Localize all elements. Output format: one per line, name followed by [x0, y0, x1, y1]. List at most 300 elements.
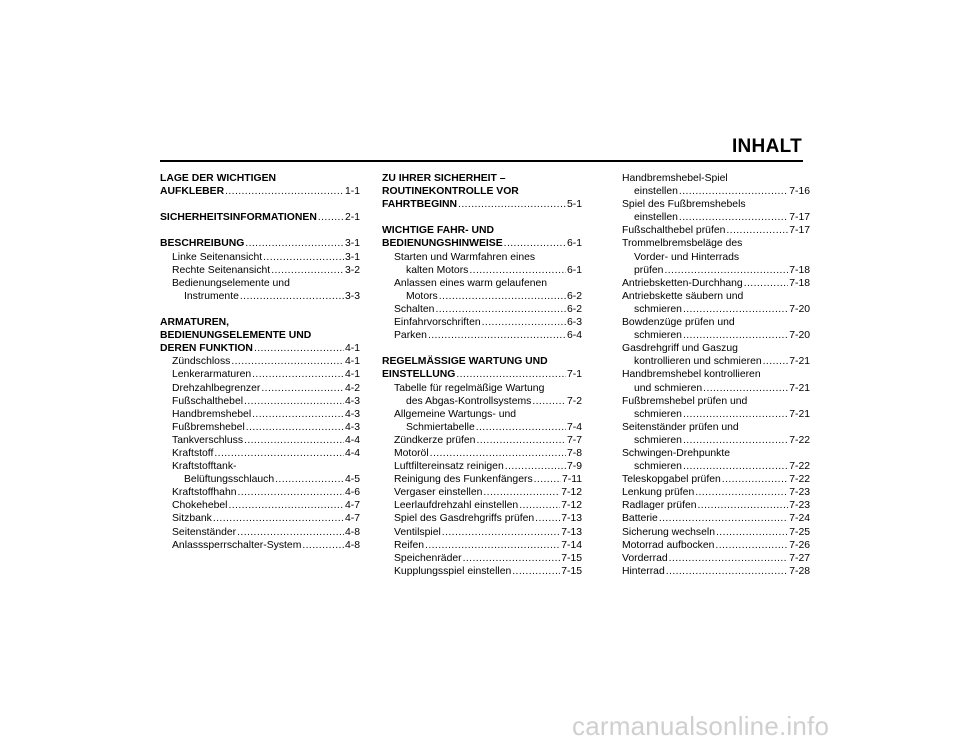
toc-entry-line: [610, 264, 810, 277]
toc-entry-title: Spiel des Gasdrehgriffs prüfen: [394, 513, 535, 525]
toc-entry-title: BESCHREIBUNG: [160, 238, 245, 250]
toc-entry-line: [160, 499, 360, 512]
toc-entry-line: [160, 211, 360, 224]
toc-entry[interactable]: [610, 486, 810, 499]
toc-entry[interactable]: [160, 499, 360, 512]
toc-column-1: [160, 172, 360, 552]
dot-leader: [679, 211, 788, 224]
dot-leader: [237, 526, 344, 539]
toc-page-number: 7-22: [789, 434, 810, 446]
toc-entry-line: [160, 434, 360, 447]
toc-entry[interactable]: [160, 237, 360, 250]
toc-entry[interactable]: [382, 251, 582, 277]
toc-page-number: 3-3: [344, 290, 360, 302]
toc-entry-line: [160, 486, 360, 499]
dot-leader: [244, 395, 344, 408]
toc-entry[interactable]: [610, 198, 810, 224]
toc-entry-line: [382, 486, 582, 499]
toc-page-number: 7-11: [561, 474, 582, 486]
toc-entry-title: Trommelbremsbeläge des: [622, 238, 743, 250]
toc-entry-line: [160, 342, 360, 355]
toc-page-number: 7-23: [789, 487, 810, 499]
toc-entry-line: [160, 382, 360, 395]
toc-entry-line: [382, 473, 582, 486]
toc-page-number: 7-27: [789, 552, 810, 564]
toc-entry[interactable]: [382, 277, 582, 303]
toc-entry[interactable]: [382, 539, 582, 552]
toc-page-number: 4-3: [344, 421, 360, 433]
toc-entry-title: WICHTIGE FAHR- UND: [382, 225, 494, 237]
toc-entry[interactable]: [610, 342, 810, 368]
toc-entry-title: DEREN FUNKTION: [160, 343, 253, 355]
toc-entry[interactable]: [160, 512, 360, 525]
toc-entry-title: Tabelle für regelmäßige Wartung: [394, 382, 545, 394]
dot-leader: [238, 486, 344, 499]
toc-entry-title: Einfahrvorschriften: [394, 317, 481, 329]
toc-entry-title: Antriebskette säubern und: [622, 290, 744, 302]
dot-leader: [458, 198, 566, 211]
toc-entry-title: Belüftungsschlauch: [184, 474, 275, 486]
dot-leader: [275, 473, 344, 486]
toc-entry-title: Luftfiltereinsatz reinigen: [394, 461, 504, 473]
toc-entry-line: [160, 512, 360, 525]
watermark: carmanualsonline.info: [572, 711, 830, 741]
toc-entry[interactable]: [610, 565, 810, 578]
toc-entry[interactable]: [160, 211, 360, 224]
toc-entry-title: Speichenräder: [394, 552, 462, 564]
toc-entry-title: Schmiertabelle: [406, 421, 475, 433]
toc-entry-title: Motorrad aufbocken: [622, 539, 715, 551]
dot-leader: [261, 382, 344, 395]
dot-leader: [715, 539, 788, 552]
toc-entry-title: prüfen: [634, 264, 664, 276]
toc-entry-line: [610, 355, 810, 368]
toc-entry-title: ARMATUREN,: [160, 317, 230, 329]
dot-leader: [683, 460, 788, 473]
toc-page-number: 4-1: [344, 356, 360, 368]
toc-entry[interactable]: [382, 408, 582, 434]
toc-entry[interactable]: [610, 447, 810, 473]
toc-entry-line: [160, 368, 360, 381]
section-gap: [160, 198, 360, 211]
toc-entry[interactable]: [610, 421, 810, 447]
toc-entry-title: Anlasssperrschalter-System: [172, 539, 302, 551]
toc-page-number: 7-9: [566, 461, 582, 473]
dot-leader: [425, 539, 560, 552]
page-title: INHALT: [731, 136, 802, 157]
toc-entry[interactable]: [160, 316, 360, 355]
toc-page-number: 4-8: [344, 526, 360, 538]
toc-entry-line: [382, 421, 582, 434]
toc-page-number: 6-3: [566, 317, 582, 329]
toc-entry-title: Motors: [406, 290, 438, 302]
toc-page-number: 3-1: [344, 238, 360, 250]
toc-entry-line: [382, 512, 582, 525]
toc-entry-line: [382, 460, 582, 473]
toc-page-number: 7-12: [561, 500, 582, 512]
toc-entry[interactable]: [382, 460, 582, 473]
toc-entry-title: Zündschloss: [172, 356, 231, 368]
toc-page-number: 7-17: [789, 225, 810, 237]
toc-page-number: 7-22: [789, 474, 810, 486]
toc-page-number: 6-2: [566, 290, 582, 302]
toc-page-number: 7-24: [789, 513, 810, 525]
toc-page-number: 4-1: [344, 343, 360, 355]
toc-entry[interactable]: [382, 382, 582, 408]
toc-page-number: 4-2: [344, 382, 360, 394]
dot-leader: [228, 499, 344, 512]
toc-entry-line: [610, 526, 810, 539]
toc-entry-title: Handbremshebel-Spiel: [622, 173, 728, 184]
toc-entry[interactable]: [160, 251, 360, 264]
toc-entry-title: Ventilspiel: [394, 526, 441, 538]
toc-entry-title: Vorderrad: [622, 552, 668, 564]
toc-entry-line: [382, 434, 582, 447]
dot-leader: [695, 486, 788, 499]
dot-leader: [252, 368, 344, 381]
section-gap: [382, 342, 582, 355]
toc-page-number: 6-4: [566, 330, 582, 342]
toc-entry-title: Reifen: [394, 539, 425, 551]
toc-entry[interactable]: [382, 316, 582, 329]
toc-page-number: 1-1: [344, 186, 360, 198]
toc-page-number: 7-17: [789, 212, 810, 224]
toc-entry-title: Schwingen-Drehpunkte: [622, 447, 731, 459]
toc-entry-line: [610, 552, 810, 565]
dot-leader: [703, 382, 788, 395]
toc-entry-line: [382, 198, 582, 211]
toc-entry-line: [610, 512, 810, 525]
toc-entry-line: [382, 395, 582, 408]
toc-page-number: 7-25: [789, 526, 810, 538]
toc-entry-title: schmieren: [634, 434, 682, 446]
toc-entry-title: kontrollieren und schmieren: [634, 356, 762, 368]
toc-entry-line: [610, 329, 810, 342]
toc-entry-title: kalten Motors: [406, 264, 469, 276]
toc-page-number: 7-4: [566, 421, 582, 433]
toc-page-number: 7-23: [789, 500, 810, 512]
dot-leader: [482, 316, 566, 329]
dot-leader: [683, 434, 788, 447]
toc-entry-title: Kraftstoffhahn: [172, 487, 237, 499]
toc-page-number: 4-8: [344, 539, 360, 551]
toc-entry[interactable]: [610, 368, 810, 394]
toc-entry-line: [160, 473, 360, 486]
dot-leader: [483, 486, 560, 499]
toc-entry[interactable]: [382, 565, 582, 578]
toc-entry-title: des Abgas-Kontrollsystems: [406, 395, 532, 407]
toc-entry[interactable]: [160, 355, 360, 368]
toc-entry-title: Lenkerarmaturen: [172, 369, 252, 381]
toc-entry-title: Seitenständer: [172, 526, 237, 538]
toc-page-number: 5-1: [566, 199, 582, 211]
dot-leader: [519, 499, 560, 512]
toc-entry[interactable]: [160, 539, 360, 552]
dot-leader: [763, 355, 789, 368]
toc-entry[interactable]: [610, 552, 810, 565]
toc-page-number: 7-18: [789, 264, 810, 276]
toc-entry-line: [160, 251, 360, 264]
toc-entry[interactable]: [610, 172, 810, 198]
toc-entry-line: [382, 290, 582, 303]
toc-page-number: 7-13: [561, 513, 582, 525]
toc-page-number: 4-7: [344, 513, 360, 525]
section-gap: [382, 211, 582, 224]
toc-entry[interactable]: [382, 526, 582, 539]
toc-page-number: 7-21: [789, 356, 810, 368]
section-gap: [160, 303, 360, 316]
toc-entry[interactable]: [160, 434, 360, 447]
toc-entry[interactable]: [610, 277, 810, 290]
toc-entry-line: [610, 565, 810, 578]
dot-leader: [428, 329, 566, 342]
toc-entry-title: Handbremshebel: [172, 408, 252, 420]
section-gap: [160, 224, 360, 237]
toc-entry-title: AUFKLEBER: [160, 186, 225, 198]
toc-entry-line: [160, 264, 360, 277]
toc-entry-line: [610, 382, 810, 395]
toc-entry-title: Kupplungsspiel einstellen: [394, 565, 512, 577]
toc-entry-line: [382, 539, 582, 552]
toc-entry-line: [610, 499, 810, 512]
toc-entry[interactable]: [160, 172, 360, 198]
toc-entry-line: [382, 565, 582, 578]
toc-entry-line: [610, 460, 810, 473]
dot-leader: [430, 447, 566, 460]
toc-entry[interactable]: [610, 237, 810, 276]
dot-leader: [271, 264, 344, 277]
dot-leader: [456, 368, 566, 381]
toc-entry-title: LAGE DER WICHTIGEN: [160, 173, 277, 184]
toc-entry[interactable]: [160, 395, 360, 408]
toc-entry-title: Bowdenzüge prüfen und: [622, 317, 735, 329]
toc-entry-line: [382, 526, 582, 539]
toc-entry-title: einstellen: [634, 186, 678, 198]
toc-entry[interactable]: [610, 224, 810, 237]
toc-page-number: 7-16: [789, 186, 810, 198]
title-rule: [160, 160, 803, 162]
toc-entry[interactable]: [160, 277, 360, 303]
toc-entry-title: Bedienungselemente und: [172, 277, 290, 289]
toc-entry[interactable]: [382, 486, 582, 499]
toc-entry-title: Schalten: [394, 303, 435, 315]
toc-page-number: 7-22: [789, 461, 810, 473]
toc-entry-title: Reinigung des Funkenfängers: [394, 474, 533, 486]
toc-entry-line: [610, 277, 810, 290]
toc-entry-line: [610, 303, 810, 316]
toc-page-number: 6-1: [566, 264, 582, 276]
dot-leader: [469, 264, 566, 277]
toc-entry-title: Batterie: [622, 513, 658, 525]
toc-page-number: 7-8: [566, 447, 582, 459]
toc-page-number: 4-4: [344, 434, 360, 446]
toc-entry-title: EINSTELLUNG: [382, 369, 456, 381]
toc-entry-line: [610, 473, 810, 486]
dot-leader: [245, 237, 344, 250]
toc-page-number: 4-6: [344, 487, 360, 499]
toc-entry-title: Vergaser einstellen: [394, 487, 483, 499]
dot-leader: [683, 408, 788, 421]
toc-entry-title: Rechte Seitenansicht: [172, 264, 271, 276]
toc-page-number: 4-4: [344, 447, 360, 459]
toc-entry-line: [160, 185, 360, 198]
dot-leader: [512, 565, 560, 578]
dot-leader: [254, 342, 344, 355]
toc-page-number: 7-26: [789, 539, 810, 551]
dot-leader: [442, 526, 560, 539]
dot-leader: [683, 303, 788, 316]
dot-leader: [225, 185, 344, 198]
toc-entry-line: [382, 316, 582, 329]
toc-entry[interactable]: [160, 408, 360, 421]
dot-leader: [504, 237, 566, 250]
toc-entry-line: [610, 408, 810, 421]
toc-entry[interactable]: [382, 224, 582, 250]
toc-entry-line: [160, 290, 360, 303]
toc-entry[interactable]: [382, 303, 582, 316]
toc-page-number: 2-1: [344, 212, 360, 224]
toc-entry[interactable]: [382, 499, 582, 512]
toc-entry[interactable]: [160, 382, 360, 395]
toc-entry-title: Chokehebel: [172, 500, 228, 512]
toc-entry-line: [160, 408, 360, 421]
toc-page-number: 7-28: [789, 565, 810, 577]
toc-entry-title: Radlager prüfen: [622, 500, 697, 512]
toc-entry-title: Vorder- und Hinterrads: [634, 251, 740, 263]
toc-entry-title: Linke Seitenansicht: [172, 251, 263, 263]
toc-entry-line: [610, 224, 810, 237]
toc-entry-title: Leerlaufdrehzahl einstellen: [394, 500, 519, 512]
toc-entry-line: [160, 526, 360, 539]
toc-entry-line: [610, 185, 810, 198]
toc-entry[interactable]: [610, 512, 810, 525]
toc-entry[interactable]: [610, 290, 810, 316]
toc-entry[interactable]: [382, 355, 582, 381]
dot-leader: [252, 408, 344, 421]
toc-page-number: 7-20: [789, 303, 810, 315]
toc-page-number: 7-13: [561, 526, 582, 538]
toc-entry-line: [160, 355, 360, 368]
toc-entry[interactable]: [610, 526, 810, 539]
toc-entry-title: Sitzbank: [172, 513, 212, 525]
toc-page-number: 7-14: [561, 539, 582, 551]
toc-entry[interactable]: [160, 486, 360, 499]
toc-entry[interactable]: [382, 434, 582, 447]
toc-entry[interactable]: [610, 499, 810, 512]
toc-entry[interactable]: [610, 395, 810, 421]
toc-entry[interactable]: [382, 473, 582, 486]
toc-entry-title: Allgemeine Wartungs- und: [394, 408, 517, 420]
toc-page-number: 7-20: [789, 330, 810, 342]
toc-entry[interactable]: [610, 316, 810, 342]
toc-entry[interactable]: [610, 539, 810, 552]
toc-entry-title: Gasdrehgriff und Gaszug: [622, 343, 738, 355]
toc-page-number: 7-7: [566, 434, 582, 446]
dot-leader: [476, 421, 566, 434]
dot-leader: [744, 277, 788, 290]
toc-entry-title: SICHERHEITSINFORMATIONEN: [160, 212, 317, 224]
toc-page-number: 4-5: [344, 474, 360, 486]
toc-entry[interactable]: [160, 421, 360, 434]
toc-entry-line: [610, 486, 810, 499]
toc-page-number: 7-21: [789, 382, 810, 394]
dot-leader: [246, 421, 344, 434]
dot-leader: [532, 395, 566, 408]
toc-entry-title: Spiel des Fußbremshebels: [622, 199, 746, 211]
toc-entry[interactable]: [382, 552, 582, 565]
toc-entry-line: [382, 237, 582, 250]
toc-page-number: 4-7: [344, 500, 360, 512]
toc-entry-line: [160, 447, 360, 460]
dot-leader: [659, 512, 788, 525]
toc-entry-title: Fußbremshebel: [172, 421, 245, 433]
toc-page-number: 6-1: [566, 238, 582, 250]
toc-page-number: 7-1: [566, 369, 582, 381]
toc-entry[interactable]: [160, 526, 360, 539]
dot-leader: [476, 434, 566, 447]
toc-page-number: 7-12: [561, 487, 582, 499]
dot-leader: [318, 211, 344, 224]
toc-page-number: 3-2: [344, 264, 360, 276]
toc-entry-title: Fußbremshebel prüfen und: [622, 395, 748, 407]
toc-page-number: 6-2: [566, 303, 582, 315]
toc-entry-title: Antriebsketten-Durchhang: [622, 277, 743, 289]
toc-entry-line: [382, 329, 582, 342]
dot-leader: [435, 303, 566, 316]
toc-entry-line: [382, 447, 582, 460]
toc-entry-title: ZU IHRER SICHERHEIT –: [382, 173, 506, 184]
toc-entry[interactable]: [160, 447, 360, 460]
toc-entry-line: [160, 395, 360, 408]
toc-entry[interactable]: [610, 473, 810, 486]
toc-entry[interactable]: [382, 172, 582, 211]
toc-entry-title: schmieren: [634, 330, 682, 342]
toc-entry-title: Tankverschluss: [172, 434, 244, 446]
toc-entry-line: [382, 264, 582, 277]
toc-entry-title: Drehzahlbegrenzer: [172, 382, 261, 394]
toc-entry[interactable]: [382, 329, 582, 342]
toc-entry[interactable]: [160, 368, 360, 381]
toc-entry-line: [160, 539, 360, 552]
toc-column-2: [382, 172, 582, 578]
toc-entry-title: Sicherung wechseln: [622, 526, 715, 538]
toc-entry[interactable]: [160, 460, 360, 486]
toc-column-3: [610, 172, 810, 578]
dot-leader: [231, 355, 344, 368]
toc-page-number: 7-15: [561, 565, 582, 577]
dot-leader: [213, 512, 344, 525]
toc-entry-line: [610, 539, 810, 552]
toc-page-number: 7-18: [789, 277, 810, 289]
toc-entry-title: Fußschalthebel: [172, 395, 244, 407]
dot-leader: [716, 526, 788, 539]
toc-entry[interactable]: [382, 512, 582, 525]
toc-entry[interactable]: [160, 264, 360, 277]
dot-leader: [698, 499, 789, 512]
toc-entry-title: BEDIENUNGSELEMENTE UND: [160, 330, 312, 342]
toc-entry-title: Seitenständer prüfen und: [622, 421, 739, 433]
toc-entry-line: [610, 211, 810, 224]
toc-entry[interactable]: [382, 447, 582, 460]
toc-page-number: 3-1: [344, 251, 360, 263]
toc-entry-title: Parken: [394, 330, 427, 342]
toc-entry-line: [382, 303, 582, 316]
toc-entry-title: Lenkung prüfen: [622, 487, 695, 499]
toc-entry-title: einstellen: [634, 212, 678, 224]
toc-page-number: 4-3: [344, 408, 360, 420]
toc-entry-title: schmieren: [634, 303, 682, 315]
dot-leader: [669, 552, 789, 565]
